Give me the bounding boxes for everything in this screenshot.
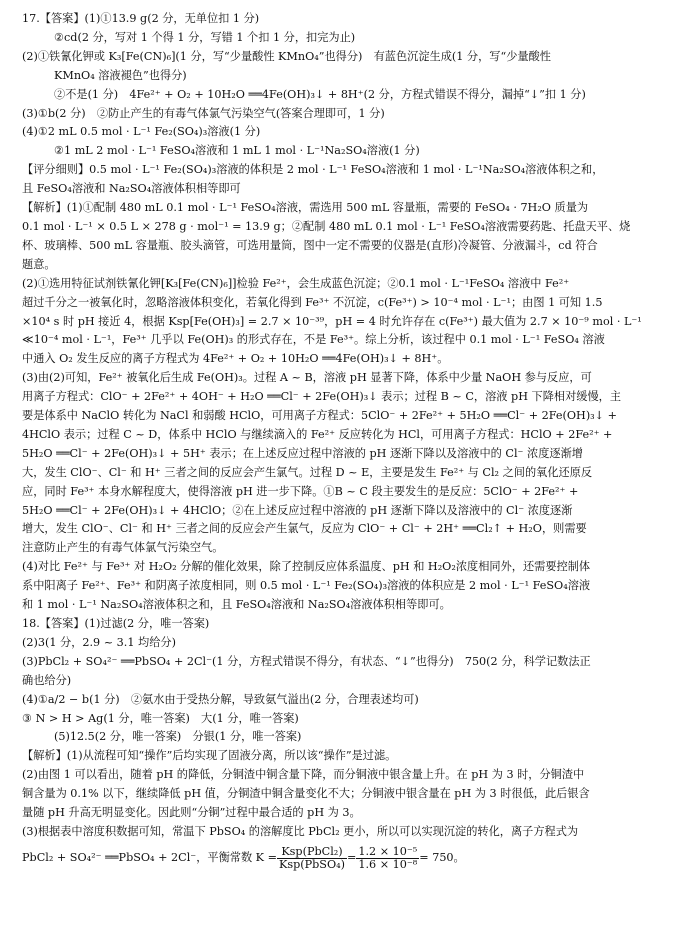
text-line: 用离子方程式：ClO⁻ + 2Fe²⁺ + 4OH⁻ + H₂O ══Cl⁻ + 2Fe(OH)₃↓ 表示；过程 B ~ C，溶液 pH 下降相对缓慢，主 xyxy=(22,390,622,404)
text-line: (2)①铁氰化钾或 K₃[Fe(CN)₆](1 分，写“少量酸性 KMnO₄”也得分) 有蓝色沉淀生成(1 分，写“少量酸性 xyxy=(22,49,551,63)
equilibrium-constant-equation xyxy=(22,842,676,876)
text-line: ②cd(2 分，写对 1 个得 1 分，写错 1 个扣 1 分，扣完为止) xyxy=(54,30,356,44)
fraction-numerator: Ksp(PbCl₂) xyxy=(277,846,347,859)
text-line: (3)根据表中溶度积数据可知，常温下 PbSO₄ 的溶解度比 PbCl₂ 更小，所以可以实现沉淀的转化，离子方程式为 xyxy=(22,824,579,838)
equation-lead: PbCl₂ + SO₄²⁻ ══PbSO₄ + 2Cl⁻，平衡常数 K = xyxy=(22,851,277,865)
text-line: 要是体系中 NaClO 转化为 NaCl 和弱酸 HClO，可用离子方程式：5ClO⁻ + 2Fe²⁺ + 5H₂O ══Cl⁻ + 2Fe(OH)₃↓ + xyxy=(22,409,617,423)
text-line: (3)由(2)可知，Fe²⁺ 被氧化后生成 Fe(OH)₃。过程 A ~ B，溶液 pH 显著下降，体系中少量 NaOH 参与反应，可 xyxy=(22,371,592,385)
text-line: (4)①2 mL 0.5 mol · L⁻¹ Fe₂(SO₄)₃溶液(1 分) xyxy=(22,125,261,139)
equals-sign: = xyxy=(346,851,357,865)
text-line: 大，发生 ClO⁻、Cl⁻ 和 H⁺ 三者之间的反应会产生氯气。过程 D ~ E，主要是发生 Fe²⁺ 与 Cl₂ 之间的氧化还原反 xyxy=(22,465,593,479)
text-line: KMnO₄ 溶液褪色”也得分) xyxy=(54,68,187,82)
text-line: (4)①a/2 − b(1 分) ②氨水由于受热分解，导致氨气溢出(2 分，合理表述均可) xyxy=(22,692,419,706)
text-line: (2)3(1 分，2.9 ~ 3.1 均给分) xyxy=(22,635,176,649)
text-line: 应，同时 Fe³⁺ 本身水解程度大，使得溶液 pH 进一步下降。①B ~ C 段主要发生的是反应：5ClO⁻ + 2Fe²⁺ + xyxy=(22,484,579,498)
fraction-denominator: 1.6 × 10⁻⁸ xyxy=(358,858,418,872)
text-line: 18.【答案】(1)过滤(2 分，唯一答案) xyxy=(22,617,210,630)
text-line: (3)PbCl₂ + SO₄²⁻ ══PbSO₄ + 2Cl⁻(1 分，方程式错误不得分，有状态、“↓”也得分) 750(2 分，科学记数法正 xyxy=(22,654,591,668)
text-line: (2)由图 1 可以看出，随着 pH 的降低，分铜渣中铜含量下降，而分铜液中银含量上升。在 pH 为 3 时，分铜渣中 xyxy=(22,768,585,782)
text-line: 增大，发生 ClO⁻、Cl⁻ 和 H⁺ 三者之间的反应会产生氯气，反应为 ClO⁻ + Cl⁻ + 2H⁺ ══Cl₂↑ + H₂O，则需要 xyxy=(22,522,587,536)
text-line: 17.【答案】(1)①13.9 g(2 分，无单位扣 1 分) xyxy=(22,12,260,25)
text-line: ③ N > H > Ag(1 分，唯一答案) 大(1 分，唯一答案) xyxy=(22,711,299,725)
text-line: (2)①选用特征试剂铁氰化钾[K₃[Fe(CN)₆]]检验 Fe²⁺，会生成蓝色沉淀；②0.1 mol · L⁻¹FeSO₄ 溶液中 Fe²⁺ xyxy=(22,276,570,290)
text-line: ×10⁴ s 时 pH 接近 4，根据 Ksp[Fe(OH)₃] = 2.7 × 10⁻³⁹，pH = 4 时允许存在 c(Fe³⁺) 最大值为 2.7 × 10⁻⁹ mol · L⁻¹ xyxy=(22,314,642,328)
text-line: 【解析】(1)从流程可知“操作”后均实现了固液分离，所以该“操作”是过滤。 xyxy=(22,749,397,763)
text-line: 中通入 O₂ 发生反应的离子方程式为 4Fe²⁺ + O₂ + 10H₂O ══4Fe(OH)₃↓ + 8H⁺。 xyxy=(22,352,449,366)
text-line: 注意防止产生的有毒气体氯气污染空气。 xyxy=(22,541,224,555)
text-line: ②不是(1 分) 4Fe²⁺ + O₂ + 10H₂O ══4Fe(OH)₃↓ + 8H⁺(2 分，方程式错误不得分，漏掉“↓”扣 1 分) xyxy=(54,87,586,101)
text-line: ≪10⁻⁴ mol · L⁻¹，Fe³⁺ 几乎以 Fe(OH)₃ 的形式存在，不是 Fe³⁺。综上分析，该过程中 0.1 mol · L⁻¹ FeSO₄ 溶液 xyxy=(22,333,605,347)
text-line: (5)12.5(2 分，唯一答案) 分银(1 分，唯一答案) xyxy=(54,730,302,744)
value-fraction xyxy=(356,846,419,871)
text-line: 系中阳离子 Fe²⁺、Fe³⁺ 和阴离子浓度相同，则 0.5 mol · L⁻¹ Fe₂(SO₄)₃溶液的体积应是 2 mol · L⁻¹ FeSO₄溶液 xyxy=(22,579,591,593)
text-line: 铜含量为 0.1% 以下，继续降低 pH 值，分铜渣中铜含量变化不大；分铜液中银含量在 pH 为 3 时很低，此后银含 xyxy=(22,787,590,801)
text-line: 杯、玻璃棒、500 mL 容量瓶、胶头滴管，可选用量筒，图中一定不需要的仪器是(直形)冷凝管、分液漏斗，cd 符合 xyxy=(22,238,598,252)
text-line: 5H₂O ══Cl⁻ + 2Fe(OH)₃↓ + 4HClO；②在上述反应过程中溶液的 pH 逐渐下降以及溶液中的 Cl⁻ 浓度逐渐 xyxy=(22,503,573,517)
text-line: 【评分细则】0.5 mol · L⁻¹ Fe₂(SO₄)₃溶液的体积是 2 mol · L⁻¹ FeSO₄溶液和 1 mol · L⁻¹Na₂SO₄溶液体积之和， xyxy=(22,163,604,177)
text-line: (3)①b(2 分) ②防止产生的有毒气体氯气污染空气(答案合理即可，1 分) xyxy=(22,106,385,120)
equation-result: = 750。 xyxy=(419,851,465,865)
text-line: 确也给分) xyxy=(22,673,72,687)
ksp-fraction xyxy=(277,846,347,871)
text-line: 5H₂O ══Cl⁻ + 2Fe(OH)₃↓ + 5H⁺ 表示；在上述反应过程中溶液的 pH 逐渐下降以及溶液中的 Cl⁻ 浓度逐渐增 xyxy=(22,446,583,460)
text-line: ②1 mL 2 mol · L⁻¹ FeSO₄溶液和 1 mL 1 mol · L⁻¹Na₂SO₄溶液(1 分) xyxy=(54,144,420,158)
text-line: 4HClO 表示；过程 C ~ D，体系中 HClO 与继续滴入的 Fe²⁺ 反应转化为 HCl，可用离子方程式：HClO + 2Fe²⁺ + xyxy=(22,427,613,441)
text-line: 超过千分之一被氧化时，忽略溶液体积变化，若氧化得到 Fe³⁺ 不沉淀，c(Fe³⁺) > 10⁻⁴ mol · L⁻¹；由图 1 可知 1.5 xyxy=(22,295,603,309)
text-line: 量随 pH 升高无明显变化。因此则“分铜”过程中最合适的 pH 为 3。 xyxy=(22,806,361,820)
text-line: 且 FeSO₄溶液和 Na₂SO₄溶液体积相等即可 xyxy=(22,182,241,196)
text-line: 0.1 mol · L⁻¹ × 0.5 L × 278 g · mol⁻¹ = 13.9 g；②配制 480 mL 0.1 mol · L⁻¹ FeSO₄溶液需要药匙、托盘天平、烧 xyxy=(22,219,631,233)
fraction-denominator: Ksp(PbSO₄) xyxy=(278,858,345,872)
text-line: 题意。 xyxy=(22,257,56,271)
fraction-numerator: 1.2 × 10⁻⁵ xyxy=(358,845,418,859)
text-line: 【解析】(1)①配制 480 mL 0.1 mol · L⁻¹ FeSO₄溶液，需选用 500 mL 容量瓶，需要的 FeSO₄ · 7H₂O 质量为 xyxy=(22,201,589,215)
text-line: (4)对比 Fe²⁺ 与 Fe³⁺ 对 H₂O₂ 分解的催化效果，除了控制反应体系温度、pH 和 H₂O₂浓度相同外，还需要控制体 xyxy=(22,560,591,574)
text-line: 和 1 mol · L⁻¹ Na₂SO₄溶液体积之和，且 FeSO₄溶液和 Na₂SO₄溶液体积相等即可。 xyxy=(22,598,451,612)
